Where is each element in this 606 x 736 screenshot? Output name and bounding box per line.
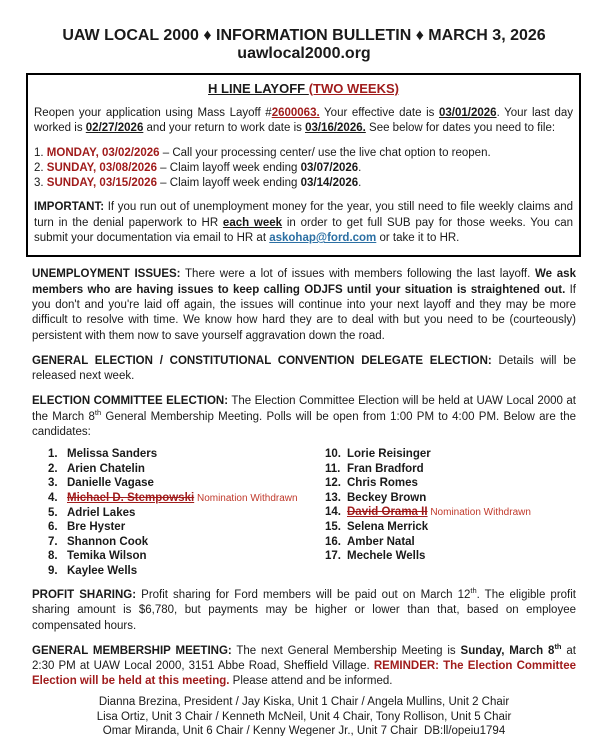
candidate-row bbox=[325, 491, 576, 505]
candidates-column-1 bbox=[48, 447, 325, 578]
general-election-paragraph bbox=[32, 354, 576, 385]
text-run: PROFIT SHARING: bbox=[32, 589, 137, 601]
candidate-row bbox=[325, 505, 576, 520]
layoff-notice-box bbox=[26, 73, 581, 257]
text-run: in order to get full SUB pay for those weeks. You can submit your documentation via email to HR at bbox=[34, 216, 573, 245]
file-date-item bbox=[34, 161, 573, 176]
text-run: 4. bbox=[48, 491, 58, 504]
candidate-row bbox=[325, 520, 576, 534]
layoff-intro-paragraph bbox=[34, 106, 573, 137]
text-run: 3. bbox=[48, 477, 58, 490]
text-run: 10. bbox=[325, 448, 341, 461]
text-run: th bbox=[470, 586, 477, 596]
text-run: . Your last day worked is bbox=[34, 107, 574, 135]
candidate-row bbox=[48, 462, 325, 476]
text-run: Selena Merrick bbox=[347, 521, 429, 534]
candidate-row bbox=[48, 564, 325, 578]
text-run: Michael D. Stempowski bbox=[67, 491, 195, 504]
text-run: 6. bbox=[48, 521, 58, 534]
unemployment-issues-paragraph bbox=[32, 267, 576, 343]
text-run: Sunday, March 8 bbox=[460, 644, 555, 657]
text-run: Nomination Withdrawn bbox=[194, 492, 298, 504]
text-run: David Orama II bbox=[347, 505, 428, 518]
text-run: 13. bbox=[325, 491, 341, 504]
text-run: Omar Miranda, Unit 6 Chair / Kenny Wegener Jr., Unit 7 Chair bbox=[102, 725, 425, 736]
text-run: each week bbox=[222, 216, 283, 229]
important-paragraph bbox=[34, 200, 573, 246]
candidate-row bbox=[48, 549, 325, 563]
text-run: 03/07/2026 bbox=[300, 161, 359, 174]
candidate-row bbox=[48, 476, 325, 490]
text-run: 2. bbox=[48, 462, 58, 475]
text-run: Kaylee Wells bbox=[67, 564, 138, 577]
text-run: 03/01/2026 bbox=[439, 107, 497, 119]
candidate-row bbox=[48, 447, 325, 461]
text-run: Adriel Lakes bbox=[67, 506, 136, 519]
text-run: 16. bbox=[325, 535, 341, 548]
file-date-item bbox=[34, 176, 573, 191]
officers-line-1 bbox=[32, 695, 576, 710]
text-run: Details will be released next week. bbox=[32, 354, 576, 383]
text-run: Bre Hyster bbox=[67, 521, 126, 534]
officers-line-2 bbox=[32, 710, 576, 725]
text-run: DB:ll bbox=[424, 725, 449, 736]
text-run: We ask members who are having issues to keep calling ODJFS until your situation is straightened out. bbox=[32, 268, 576, 296]
text-run: Danielle Vagase bbox=[67, 477, 154, 490]
text-run: 2. bbox=[34, 161, 47, 174]
text-run: 17. bbox=[325, 550, 341, 563]
text-run: 03/14/2026 bbox=[300, 177, 359, 190]
text-run: and your return to work date is bbox=[143, 122, 306, 135]
text-run: REMINDER: The Election Committee Election will be held at this meeting. bbox=[32, 660, 576, 688]
text-run: GENERAL MEMBERSHIP MEETING: bbox=[32, 644, 232, 657]
text-run: . The eligible profit sharing amount is $6,780, but payments may be higher or lower than that, based on employee compensated hours. bbox=[32, 589, 576, 632]
text-run: Reopen your application using Mass Layoff # bbox=[34, 107, 272, 119]
text-run: – Claim layoff week ending bbox=[156, 161, 301, 174]
text-run: 9. bbox=[48, 564, 58, 577]
candidate-row bbox=[48, 491, 325, 506]
file-date-item bbox=[34, 146, 573, 161]
text-run: 1. bbox=[48, 448, 58, 461]
text-run: 5. bbox=[48, 506, 58, 519]
text-run: 15. bbox=[325, 521, 341, 534]
text-run: There were a lot of issues with members following the last layoff. bbox=[180, 268, 536, 281]
text-run: IMPORTANT: bbox=[34, 201, 105, 214]
candidate-row bbox=[325, 476, 576, 490]
text-run: . bbox=[358, 161, 362, 174]
text-run: Beckey Brown bbox=[347, 491, 427, 504]
text-run: SUNDAY, 03/15/2026 bbox=[46, 177, 157, 190]
text-run: th bbox=[554, 642, 562, 652]
text-run: 1. bbox=[34, 146, 47, 159]
text-run: . bbox=[358, 177, 362, 190]
text-run: Melissa Sanders bbox=[67, 448, 158, 461]
text-run: MONDAY, 03/02/2026 bbox=[46, 146, 160, 159]
text-run: 8. bbox=[48, 550, 58, 563]
text-run: Your effective date is bbox=[319, 107, 439, 119]
text-run: or take it to HR. bbox=[376, 232, 460, 245]
text-run: The next General Membership Meeting is bbox=[231, 644, 461, 657]
text-run: Lorie Reisinger bbox=[347, 448, 431, 461]
candidate-row bbox=[48, 520, 325, 534]
candidates-list bbox=[48, 447, 576, 578]
text-run: Arien Chatelin bbox=[67, 462, 145, 475]
text-run: th bbox=[94, 407, 102, 417]
membership-meeting-paragraph bbox=[32, 644, 576, 690]
email-link[interactable]: askohap@ford.com bbox=[269, 232, 377, 245]
text-run: 7. bbox=[48, 535, 58, 548]
text-run: Mechele Wells bbox=[347, 550, 426, 563]
text-run: The Election Committee Election will be held at UAW Local 2000 at the March 8 bbox=[32, 395, 576, 423]
text-run: H LINE LAYOFF bbox=[208, 81, 309, 96]
text-run: – Claim layoff week ending bbox=[156, 177, 301, 190]
profit-sharing-paragraph bbox=[32, 588, 576, 634]
file-dates-list bbox=[34, 146, 573, 192]
text-run: Fran Bradford bbox=[347, 462, 424, 475]
text-run: Please attend and be informed. bbox=[229, 675, 393, 688]
text-run: 12. bbox=[325, 477, 341, 490]
election-committee-paragraph bbox=[32, 394, 576, 440]
candidate-row bbox=[48, 535, 325, 549]
text-run: If you run out of unemployment money for the year, you still need to file weekly claims and turn in the denial paperwork to HR bbox=[34, 201, 573, 229]
text-run: Profit sharing for Ford members will be paid out on March 12 bbox=[136, 589, 471, 601]
text-run: Dianna Brezina, President / Jay Kiska, Unit 1 Chair / Angela Mullins, Unit 2 Chair bbox=[98, 695, 510, 708]
candidate-row bbox=[48, 506, 325, 520]
text-run: 11. bbox=[325, 462, 341, 475]
text-run: Amber Natal bbox=[347, 535, 415, 548]
text-run: 14. bbox=[325, 505, 341, 518]
text-run: Shannon Cook bbox=[67, 535, 149, 548]
text-run: 03/16/2026. bbox=[305, 122, 366, 135]
text-run: Lisa Ortiz, Unit 3 Chair / Kenneth McNeil, Unit 4 Chair, Tony Rollison, Unit 5 Chair bbox=[96, 710, 512, 723]
website-url: uawlocal2000.org bbox=[237, 45, 371, 62]
text-run: 3. bbox=[34, 177, 47, 190]
text-run: Chris Romes bbox=[347, 477, 418, 490]
text-run: – Call your processing center/ use the live chat option to reopen. bbox=[159, 146, 491, 159]
text-run: 02/27/2026 bbox=[85, 122, 144, 135]
candidate-row bbox=[325, 447, 576, 461]
text-run: 2600063. bbox=[271, 107, 320, 119]
candidate-row bbox=[325, 462, 576, 476]
text-run: ELECTION COMMITTEE ELECTION: bbox=[32, 395, 229, 408]
candidate-row bbox=[325, 549, 576, 563]
layoff-box-heading bbox=[34, 81, 573, 97]
candidates-column-2 bbox=[325, 447, 576, 578]
text-run: SUNDAY, 03/08/2026 bbox=[46, 161, 157, 174]
text-run: Temika Wilson bbox=[67, 550, 147, 563]
text-run: UNEMPLOYMENT ISSUES: bbox=[32, 268, 181, 281]
candidate-row bbox=[325, 535, 576, 549]
text-run: /opeiu1794 bbox=[448, 725, 506, 736]
text-run: GENERAL ELECTION / CONSTITUTIONAL CONVENTION DELEGATE ELECTION: bbox=[32, 354, 492, 367]
text-run: If you don't and you're laid off again, the issues will continue into your next layoff and they may be more difficult to resolve with time. We know how hard they are to deal with but you need to be (courteously) persistent with them now to save yourself aggravation down the road. bbox=[32, 283, 577, 342]
officers-line-3 bbox=[32, 724, 576, 736]
text-run: See below for dates you need to file: bbox=[365, 122, 556, 135]
page-title: UAW LOCAL 2000 ♦ INFORMATION BULLETIN ♦ MARCH 3, 2026 bbox=[62, 27, 546, 44]
officers-footer bbox=[32, 695, 576, 736]
text-run: at 2:30 PM at UAW Local 2000, 3151 Abbe Road, Sheffield Village. bbox=[32, 644, 576, 673]
text-run: General Membership Meeting. Polls will be open from 1:00 PM to 4:00 PM. Below are the candidates: bbox=[32, 410, 576, 439]
text-run: Nomination Withdrawn bbox=[427, 506, 531, 518]
text-run: (TWO WEEKS) bbox=[308, 81, 399, 96]
